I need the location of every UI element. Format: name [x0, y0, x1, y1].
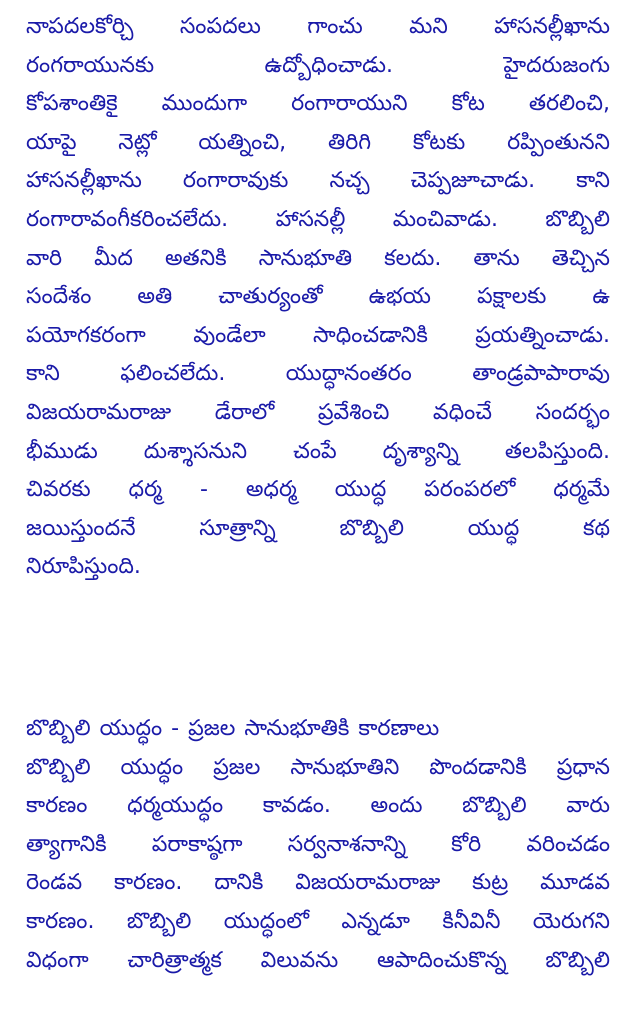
text-line: యాపై నెట్లో యత్నించి, తిరిగి కోటకు రప్పింతునని: [26, 129, 610, 155]
text-line: రంగారావంగీకరించలేదు. హాసనల్లీ మంచివాడు. బొబ్బిలి: [26, 206, 610, 232]
text-line: వారి మీద అతనికి సానుభూతి కలదు. తాను తెచ్చిన: [26, 245, 610, 271]
text-line: కోపశాంతికై ముందుగా రంగారాయుని కోట తరలించి,: [26, 91, 610, 117]
text-line: విజయరామరాజు డేరాలో ప్రవేశించి వధించే సందర్భం: [26, 399, 610, 425]
text-line: విధంగా చారిత్రాత్మక విలువను ఆపాదించుకొన్న బొబ్బిలి: [26, 947, 610, 973]
text-line: బొబ్బిలి యుద్ధం ప్రజల సానుభూతిని పొందడానికి ప్రధాన: [26, 754, 610, 780]
text-line: కారణం ధర్మయుద్ధం కావడం. అందు బొబ్బిలి వారు: [26, 793, 610, 819]
text-line: రెండవ కారణం. దానికి విజయరామరాజు కుట్ర మూడవ: [26, 870, 610, 896]
text-line: కారణం. బొబ్బిలి యుద్ధంలో ఎన్నడూ కినీవినీ యెరుగని: [26, 908, 610, 934]
text-line: సందేశం అతి చాతుర్యంతో ఉభయ పక్షాలకు ఉ: [26, 284, 610, 310]
text-line: త్యాగానికి పరాకాష్ఠగా సర్వనాశనాన్ని కోరి వరించడం: [26, 831, 610, 857]
text-line: నాపదలకోర్చి సంపదలు గాంచు మని హాసనల్లీఖాను: [26, 14, 610, 39]
text-line: కాని ఫలించలేదు. యుద్ధానంతరం తాండ్రపాపారావు: [26, 361, 610, 387]
paragraph-1: [26, 8, 610, 587]
text-line: పయోగకరంగా వుండేలా సాధించడానికి ప్రయత్నించాడు.: [26, 322, 610, 348]
text-line: హాసనల్లీఖాను రంగారావుకు నచ్చ చెప్పజూచాడు. కాని: [26, 168, 610, 194]
text-line: చివరకు ధర్మ - అధర్మ యుద్ధ పరంపరలో ధర్మమే: [26, 477, 610, 503]
paragraph-2: [26, 710, 610, 980]
text-line: నిరూపిస్తుంది.: [26, 554, 141, 580]
text-line: భీముడు దుశ్శాసనుని చంపే దృశ్యాన్ని తలపిస్తుంది.: [26, 438, 610, 464]
section-heading: బొబ్బిలి యుద్ధం - ప్రజల సానుభూతికి కారణాలు: [26, 716, 440, 741]
text-line: రంగరాయునకు ఉద్బోధించాడు. హైదరుజంగు: [26, 52, 610, 78]
text-line: జయిస్తుందనే సూత్రాన్ని బొబ్బిలి యుద్ధ కథ: [26, 515, 610, 541]
